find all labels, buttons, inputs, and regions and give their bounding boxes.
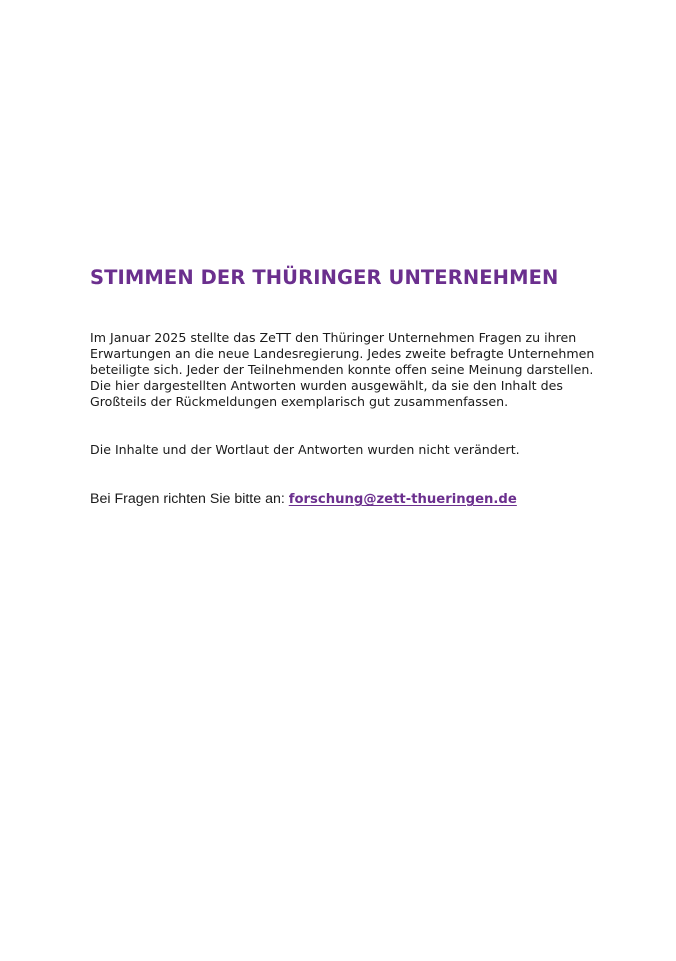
contact-line [90, 490, 517, 509]
contact-prefix: Bei Fragen richten Sie bitte an: [90, 491, 289, 507]
contact-email-link[interactable]: forschung@zett-thueringen.de [288, 492, 517, 507]
page-title: STIMMEN DER THÜRINGER UNTERNEHMEN [90, 266, 559, 289]
intro-paragraph: Im Januar 2025 stellte das ZeTT den Thüringer Unternehmen Fragen zu ihren Erwartungen an die neue Landesregierung. Jedes zweite befragte Unternehmen beteiligte sich. Jeder der Teilnehmenden konnte offen seine Meinung darstellen. Die hier dargestellten Antworten wurden ausgewählt, da sie den Inhalt des Großteils der Rückmeldungen exemplarisch gut zusammenfassen. [90, 330, 595, 409]
note-paragraph: Die Inhalte und der Wortlaut der Antworten wurden nicht verändert. [90, 442, 520, 457]
